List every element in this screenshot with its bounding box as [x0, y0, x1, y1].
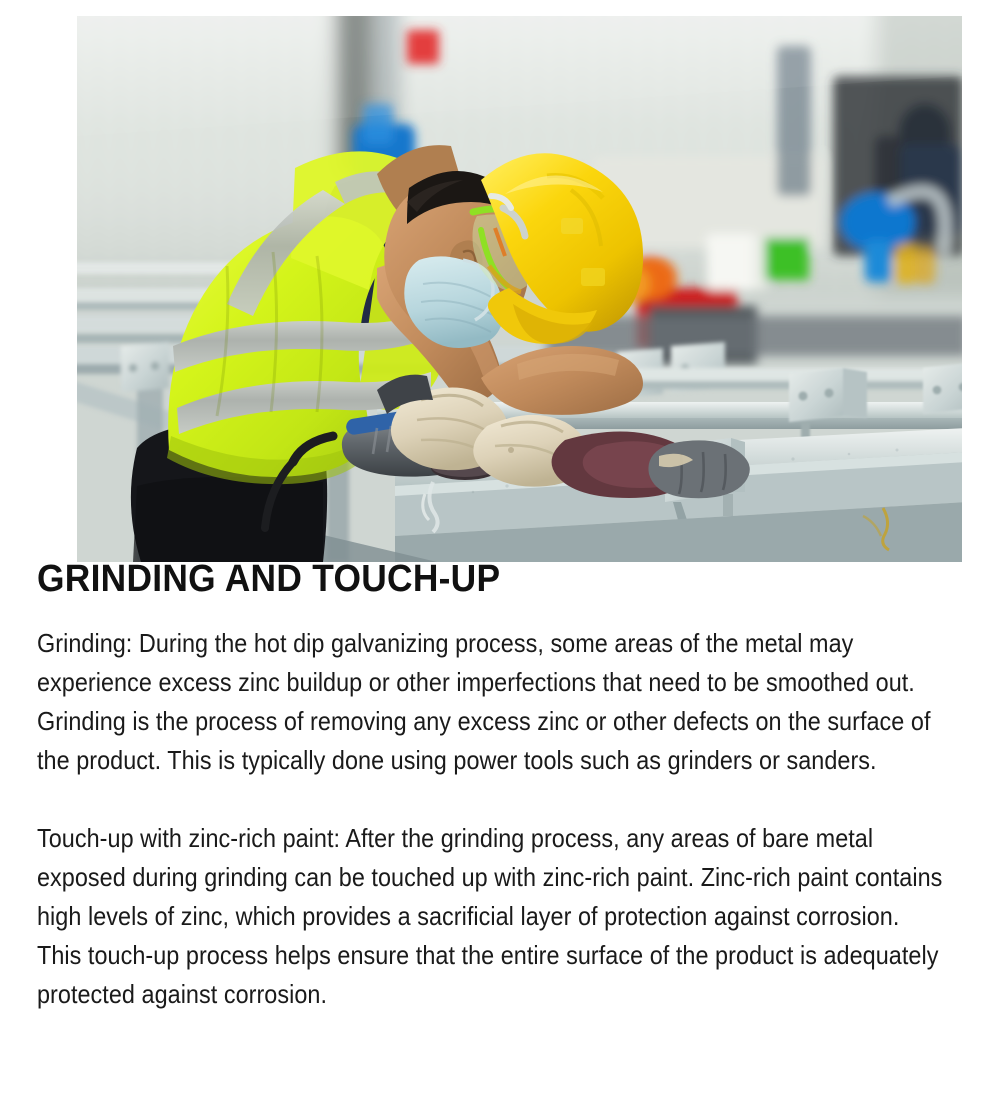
hero-photo: [77, 16, 962, 562]
article-body: [37, 624, 949, 1014]
paragraph-grinding: Grinding: During the hot dip galvanizing process, some areas of the metal may experience excess zinc buildup or other imperfections that need to be smoothed out. Grinding is the process of removing any excess zinc or other defects on the surface of the product. This is typically done using power tools such as grinders or sanders.: [37, 628, 931, 775]
page-title: GRINDING AND TOUCH-UP: [37, 558, 501, 600]
paragraph-touch-up: Touch-up with zinc-rich paint: After the grinding process, any areas of bare metal exposed during grinding can be touched up with zinc-rich paint. Zinc-rich paint contains high levels of zinc, which provides a sacrificial layer of protection against corrosion. This touch-up process helps ensure that the entire surface of the product is adequately protected against corrosion.: [37, 823, 943, 1009]
steel-bracket: [789, 368, 867, 444]
worker-grinding-illustration: [77, 16, 962, 562]
steel-bracket: [923, 362, 962, 414]
article-text-block: [37, 556, 949, 1014]
